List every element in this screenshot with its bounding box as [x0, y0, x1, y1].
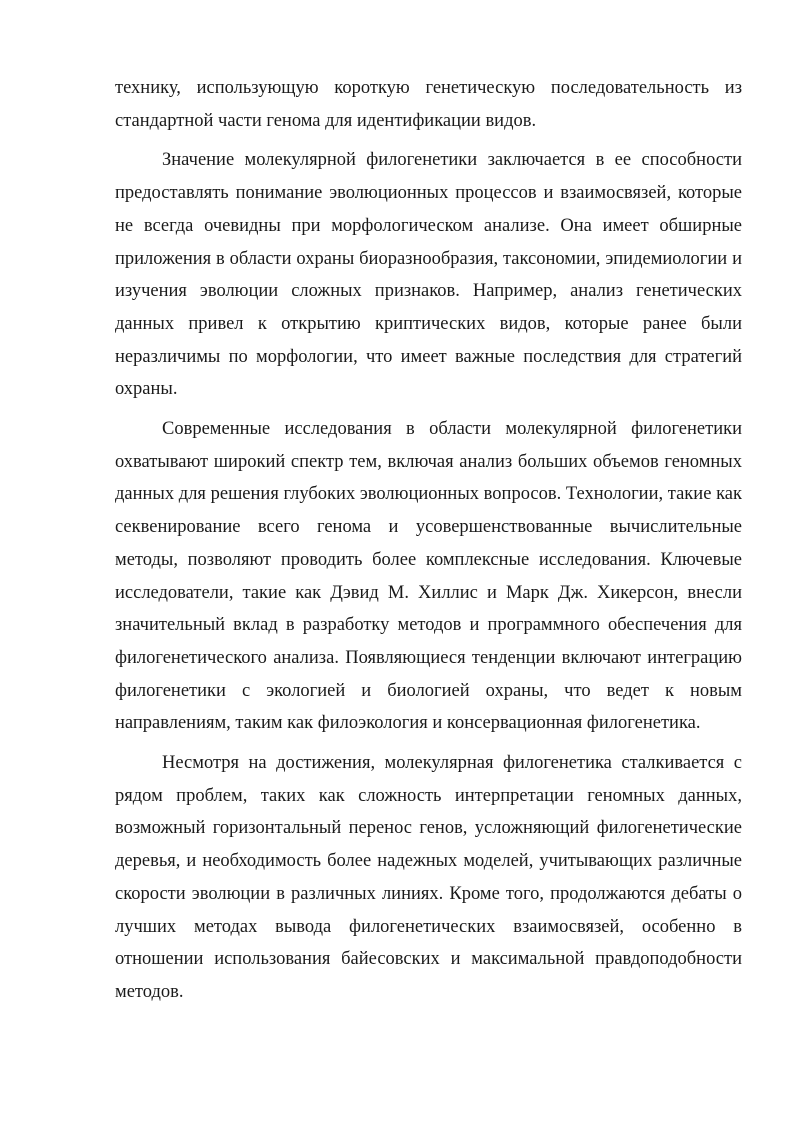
paragraph-challenges: Несмотря на достижения, молекулярная филогенетика сталкивается с рядом проблем, таких как сложность интерпретации геномных данных, возможный горизонтальный перенос генов, усложняющий филогенетические деревья, и необходимость более надежных моделей, учитывающих различные скорости эволюции в различных линиях. Кроме того, продолжаются дебаты о лучших методах вывода филогенетических взаимосвязей, особенно в отношении использования байесовских и максимальной правдоподобности методов. — [115, 753, 742, 1002]
paragraph-significance: Значение молекулярной филогенетики заключается в ее способности предоставлять понимание эволюционных процессов и взаимосвязей, которые не всегда очевидны при морфологическом анализе. Она имеет обширные приложения в области охраны биоразнообразия, таксономии, эпидемиологии и изучения эволюции сложных признаков. Например, анализ генетических данных привел к открытию криптических видов, которые ранее были неразличимы по морфологии, что имеет важные последствия для стратегий охраны. — [115, 150, 742, 400]
paragraph-continuation: технику, использующую короткую генетическую последовательность из стандартной части генома для идентификации видов. — [115, 78, 742, 131]
paragraph-current-research: Современные исследования в области молекулярной филогенетики охватывают широкий спектр тем, включая анализ больших объемов геномных данных для решения глубоких эволюционных вопросов. Технологии, такие как секвенирование всего генома и усовершенствованные вычислительные методы, позволяют проводить более комплексные исследования. Ключевые исследователи, такие как Дэвид М. Хиллис и Марк Дж. Хикерсон, внесли значительный вклад в разработку методов и программного обеспечения для филогенетического анализа. Появляющиеся тенденции включают интеграцию филогенетики с экологией и биологией охраны, что ведет к новым направлениям, таким как филоэкология и консервационная филогенетика. — [115, 419, 742, 734]
document-body — [115, 72, 742, 1016]
